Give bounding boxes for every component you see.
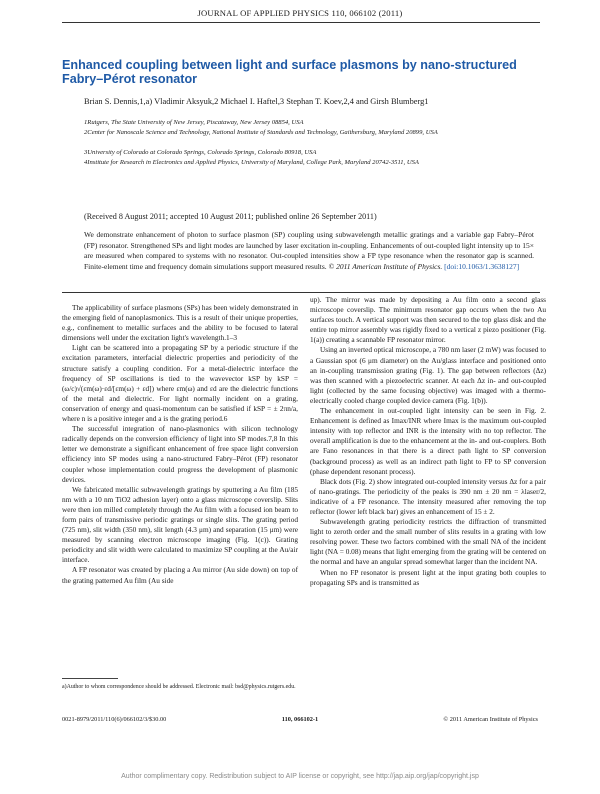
paragraph: Light can be scattered into a propagating SP by a periodic structure if the excitation parameters, interfacial dielectric properties and periodicity of the structure satisfy a coupling condition. For a metal-dielectric interface the frequency of SP oscillations is tied to the wavevector kSP by kSP = (ω/c)√(εm(ω)·εd/[εm(ω) + εd]) where εm(ω) and εd are the dielectric functions of the metal and dielectric. For light normally incident on a grating, conservation of energy and quasi-momentum can be satisfied if kSP = ± 2πn/a, where n is a positive integer and a is the grating period.6 xyxy=(62,343,298,424)
affiliation-1: 1Rutgers, The State University of New Jersey, Piscataway, New Jersey 08854, USA xyxy=(84,119,304,126)
paragraph: up). The mirror was made by depositing a Au film onto a second glass microscope coverslip. The minimum resonator gap occurs when the two Au surfaces touch. A vertical support was then secured to the top glass disk and the entire top mirror assembly was rigidly fixed to a vertical z piezo positioner (Fig. 1(a)) creating a scannable FP resonator mirror. xyxy=(310,295,546,345)
abstract-copyright: © 2011 American Institute of Physics. xyxy=(328,261,443,271)
footer-issn: 0021-8979/2011/110(6)/066102/3/$30.00 xyxy=(62,716,167,723)
journal-header: JOURNAL OF APPLIED PHYSICS 110, 066102 (2011) xyxy=(197,8,403,18)
abstract xyxy=(84,230,534,272)
abstract-text: We demonstrate enhancement of photon to surface plasmon (SP) coupling using subwavelength metallic gratings and a variable gap Fabry–Pérot (FP) resonator. Strengthened SPs and light modes are launched by laser excitation in-coupling. Enhancements of out-coupled light intensity up to 15× are measured when compared to systems with no resonator. Out-coupled intensities show a FP type resonance when the resonator gap is scanned. Finite-element time and frequency domain simulations support measured results. xyxy=(84,230,534,271)
copyright-notice-bar[interactable]: Author complimentary copy. Redistribution subject to AIP license or copyright, see http://jap.aip.org/jap/copyright.jsp xyxy=(121,773,479,780)
affiliation-2: 2Center for Nanoscale Science and Technology, National Institute of Standards and Technology, Gaithersburg, Maryland 20899, USA xyxy=(84,129,438,136)
right-column xyxy=(310,295,546,588)
paragraph: When no FP resonator is present light at the input grating both couples to propagating SPs and is transmitted as xyxy=(310,567,546,587)
paragraph: We fabricated metallic subwavelength gratings by sputtering a Au film (185 nm with a 10 nm TiO2 adhesion layer) onto a glass microscope coverslip. Slits were then ion milled completely through the Au film with a focused ion beam to form pairs of transmissive periodic gratings or single slits. The grating period (725 nm), slit width (350 nm), slit length (4.3 μm) and separation (15 μm) were measured by scanning electron microscope imaging (Fig. 1(c)). Grating periodicity and slit width were calculated to maximize SP coupling at the Au/air interface. xyxy=(62,484,298,565)
paragraph: Subwavelength grating periodicity restricts the diffraction of transmitted light to zeroth order and the small number of slits results in a grating with low resolving power. These two factors combined with the small NA of the incident light (NA = 0.08) means that light emerging from the grating will be centered on the normal and have an angular spread somewhat larger than the incident NA. xyxy=(310,517,546,567)
publication-dates: (Received 8 August 2011; accepted 10 August 2011; published online 26 September 2011) xyxy=(84,212,377,221)
footnote: a)Author to whom correspondence should be addressed. Electronic mail: bsd@physics.rutgers.edu. xyxy=(62,684,296,690)
paragraph: The enhancement in out-coupled light intensity can be seen in Fig. 2. Enhancement is defined as Imax/INR where Imax is the maximum out-coupled intensity with top reflector and INR is the intensity with no top reflector. The overall amplification is due to the enhancement at the in- and out-couplers. Both are Fano resonances in that there is a direct path light to SP conversion (background process) as well as an indirect path light to FP to SP conversion (phase dependent resonant process). xyxy=(310,406,546,476)
paragraph: The applicability of surface plasmons (SPs) has been widely demonstrated in the emerging field of nanoplasmonics. This is a result of their unique properties, e.g., confinement to metallic surfaces and the ability to be focused to lateral dimensions well under the excitation light's wavelength.1–3 xyxy=(62,303,298,343)
left-column xyxy=(62,303,298,586)
footer-page-number: 110, 066102-1 xyxy=(281,716,319,723)
article-title: Enhanced coupling between light and surface plasmons by nano-structured Fabry–Pérot resonator xyxy=(62,58,517,86)
affiliation-3: 3University of Colorado at Colorado Springs, Colorado Springs, Colorado 80918, USA xyxy=(84,149,317,156)
author-list: Brian S. Dennis,1,a) Vladimir Aksyuk,2 Michael I. Haftel,3 Stephan T. Koev,2,4 and Girsh Blumberg1 xyxy=(84,97,429,106)
doi-link[interactable]: [doi:10.1063/1.3638127] xyxy=(444,261,520,271)
paragraph: Black dots (Fig. 2) show integrated out-coupled intensity versus Δz for a pair of nano-gratings. The periodicity of the peaks is 390 nm ± 20 nm = λlaser/2, indicative of a FP resonance. The intensity measured after removing the top reflector (lower left black bar) gives an enhancement of 15 ± 2. xyxy=(310,476,546,516)
header-rule xyxy=(62,22,540,23)
footnote-rule xyxy=(62,678,118,679)
paragraph: Using an inverted optical microscope, a 780 nm laser (2 mW) was focused to a Gaussian spot (6 μm diameter) on the Au/glass interface and positioned onto an in-coupling transmission grating (Fig. 1). The gap between reflectors (Δz) was then scanned with a piezoelectric scanner. At each Δz in- and out-coupled light (collected by the same focusing objective) was imaged with a thermo-electrically cooled charge coupled device camera (Fig. 1(b)). xyxy=(310,345,546,405)
paragraph: A FP resonator was created by placing a Au mirror (Au side down) on top of the grating patterned Au film (Au side xyxy=(62,565,298,585)
abstract-rule xyxy=(62,292,540,293)
affiliation-4: 4Institute for Research in Electronics and Applied Physics, University of Maryland, College Park, Maryland 20742-3511, USA xyxy=(84,159,419,166)
footer-copyright: © 2011 American Institute of Physics xyxy=(443,716,538,723)
paragraph: The successful integration of nano-plasmonics with silicon technology radically depends on the conversion efficiency of light into SP modes.7,8 In this letter we demonstrate a significant enhancement of free space light conversion efficiency into SP modes using a nano-structured Fabry–Pérot (FP) resonator coupler whose implementation could progress the development of plasmonic devices. xyxy=(62,424,298,484)
